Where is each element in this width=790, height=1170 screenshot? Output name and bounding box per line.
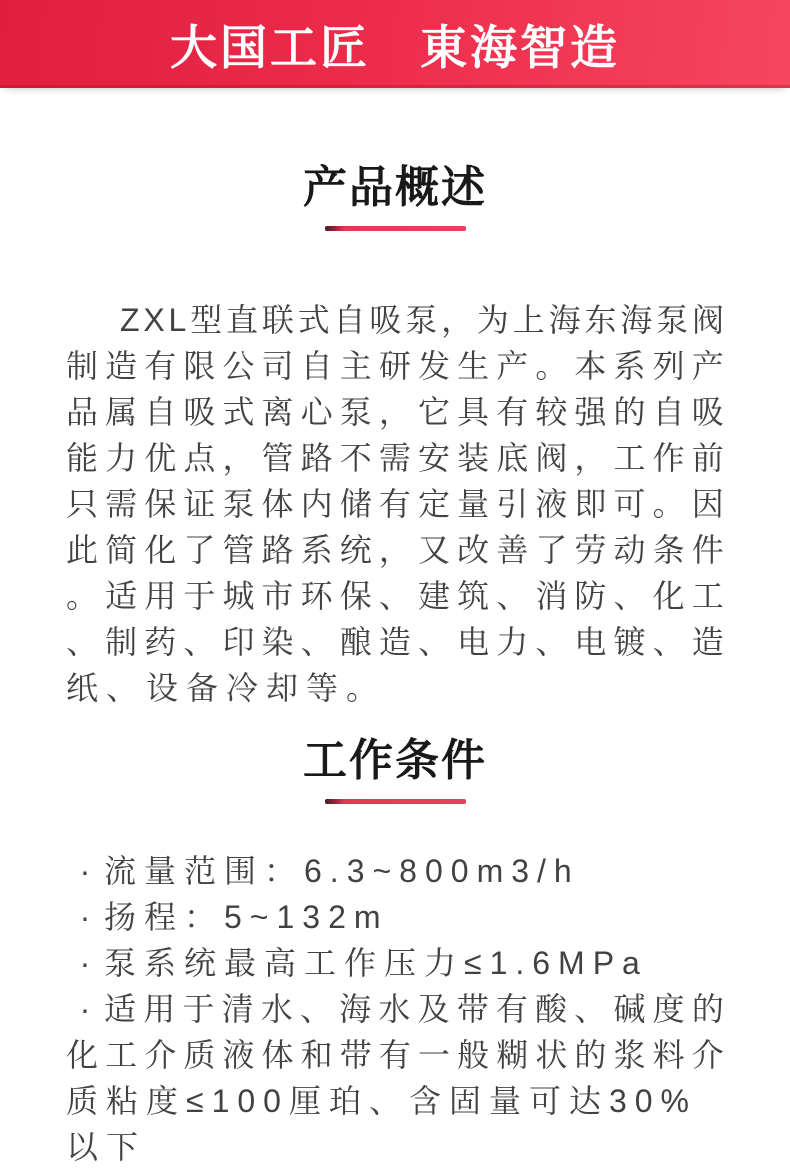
bullet-dot-icon: · [79,945,91,981]
list-item-text-continuation: 化 工 介 质 液 体 和 带 有 一 般 糊 状 的 浆 料 介 [66,1037,724,1073]
bullet-dot-icon: · [79,853,91,889]
paragraph-line: 纸、设备冷却等。 [66,670,387,706]
header-banner [0,0,790,88]
paragraph-line: 只 需 保 证 泵 体 内 储 有 定 量 引 液 即 可 。 因 [66,486,724,522]
conditions-list [66,848,724,1165]
paragraph-line: 能 力 优 点 ， 管 路 不 需 安 装 底 阀 ， 工 作 前 [66,440,724,476]
section-product-overview [66,162,724,711]
list-item-max-pressure [66,940,724,986]
list-item-text: 泵系统最高工作压力≤1.6MPa [104,945,648,981]
section-working-conditions [66,735,724,1165]
list-item-text: 扬程：5~132m [104,899,389,935]
paragraph-line: 品 属 自 吸 式 离 心 泵 ， 它 具 有 较 强 的 自 吸 [66,394,724,430]
paragraph-line: Z X L 型 直 联 式 自 吸 泵 ， 为 上 海 东 海 泵 阀 [120,302,724,338]
bullet-dot-icon: · [79,991,91,1027]
banner-title: 大国工匠 東海智造 [170,20,620,74]
section-title-conditions: 工作条件 [303,736,487,785]
list-item-text: 适 用 于 清 水 、 海 水 及 带 有 酸 、 碱 度 的 [104,991,724,1027]
section-title-underline [325,226,466,231]
bullet-dot-icon: · [79,899,91,935]
paragraph-line: 制 造 有 限 公 司 自 主 研 发 生 产 。 本 系 列 产 [66,348,724,384]
page-content [0,162,790,1165]
section-title-underline [325,799,466,804]
list-item-text: 流量范围：6.3~800m3/h [104,853,580,889]
list-item-head [66,894,724,940]
list-item-applicable-media [66,986,724,1032]
paragraph-line: 、 制 药 、 印 染 、 酿 造 、 电 力 、 电 镀 、 造 [66,624,724,660]
paragraph-line: 此 简 化 了 管 路 系 统 ， 又 改 善 了 劳 动 条 件 [66,532,724,568]
list-item-text-continuation: 质粘度≤100厘珀、含固量可达30%以下 [66,1083,698,1165]
section-title-overview: 产品概述 [303,163,487,212]
paragraph-line: 。 适 用 于 城 市 环 保 、 建 筑 、 消 防 、 化 工 [66,578,724,614]
list-item-flow-range [66,848,724,894]
overview-paragraph [66,297,724,711]
